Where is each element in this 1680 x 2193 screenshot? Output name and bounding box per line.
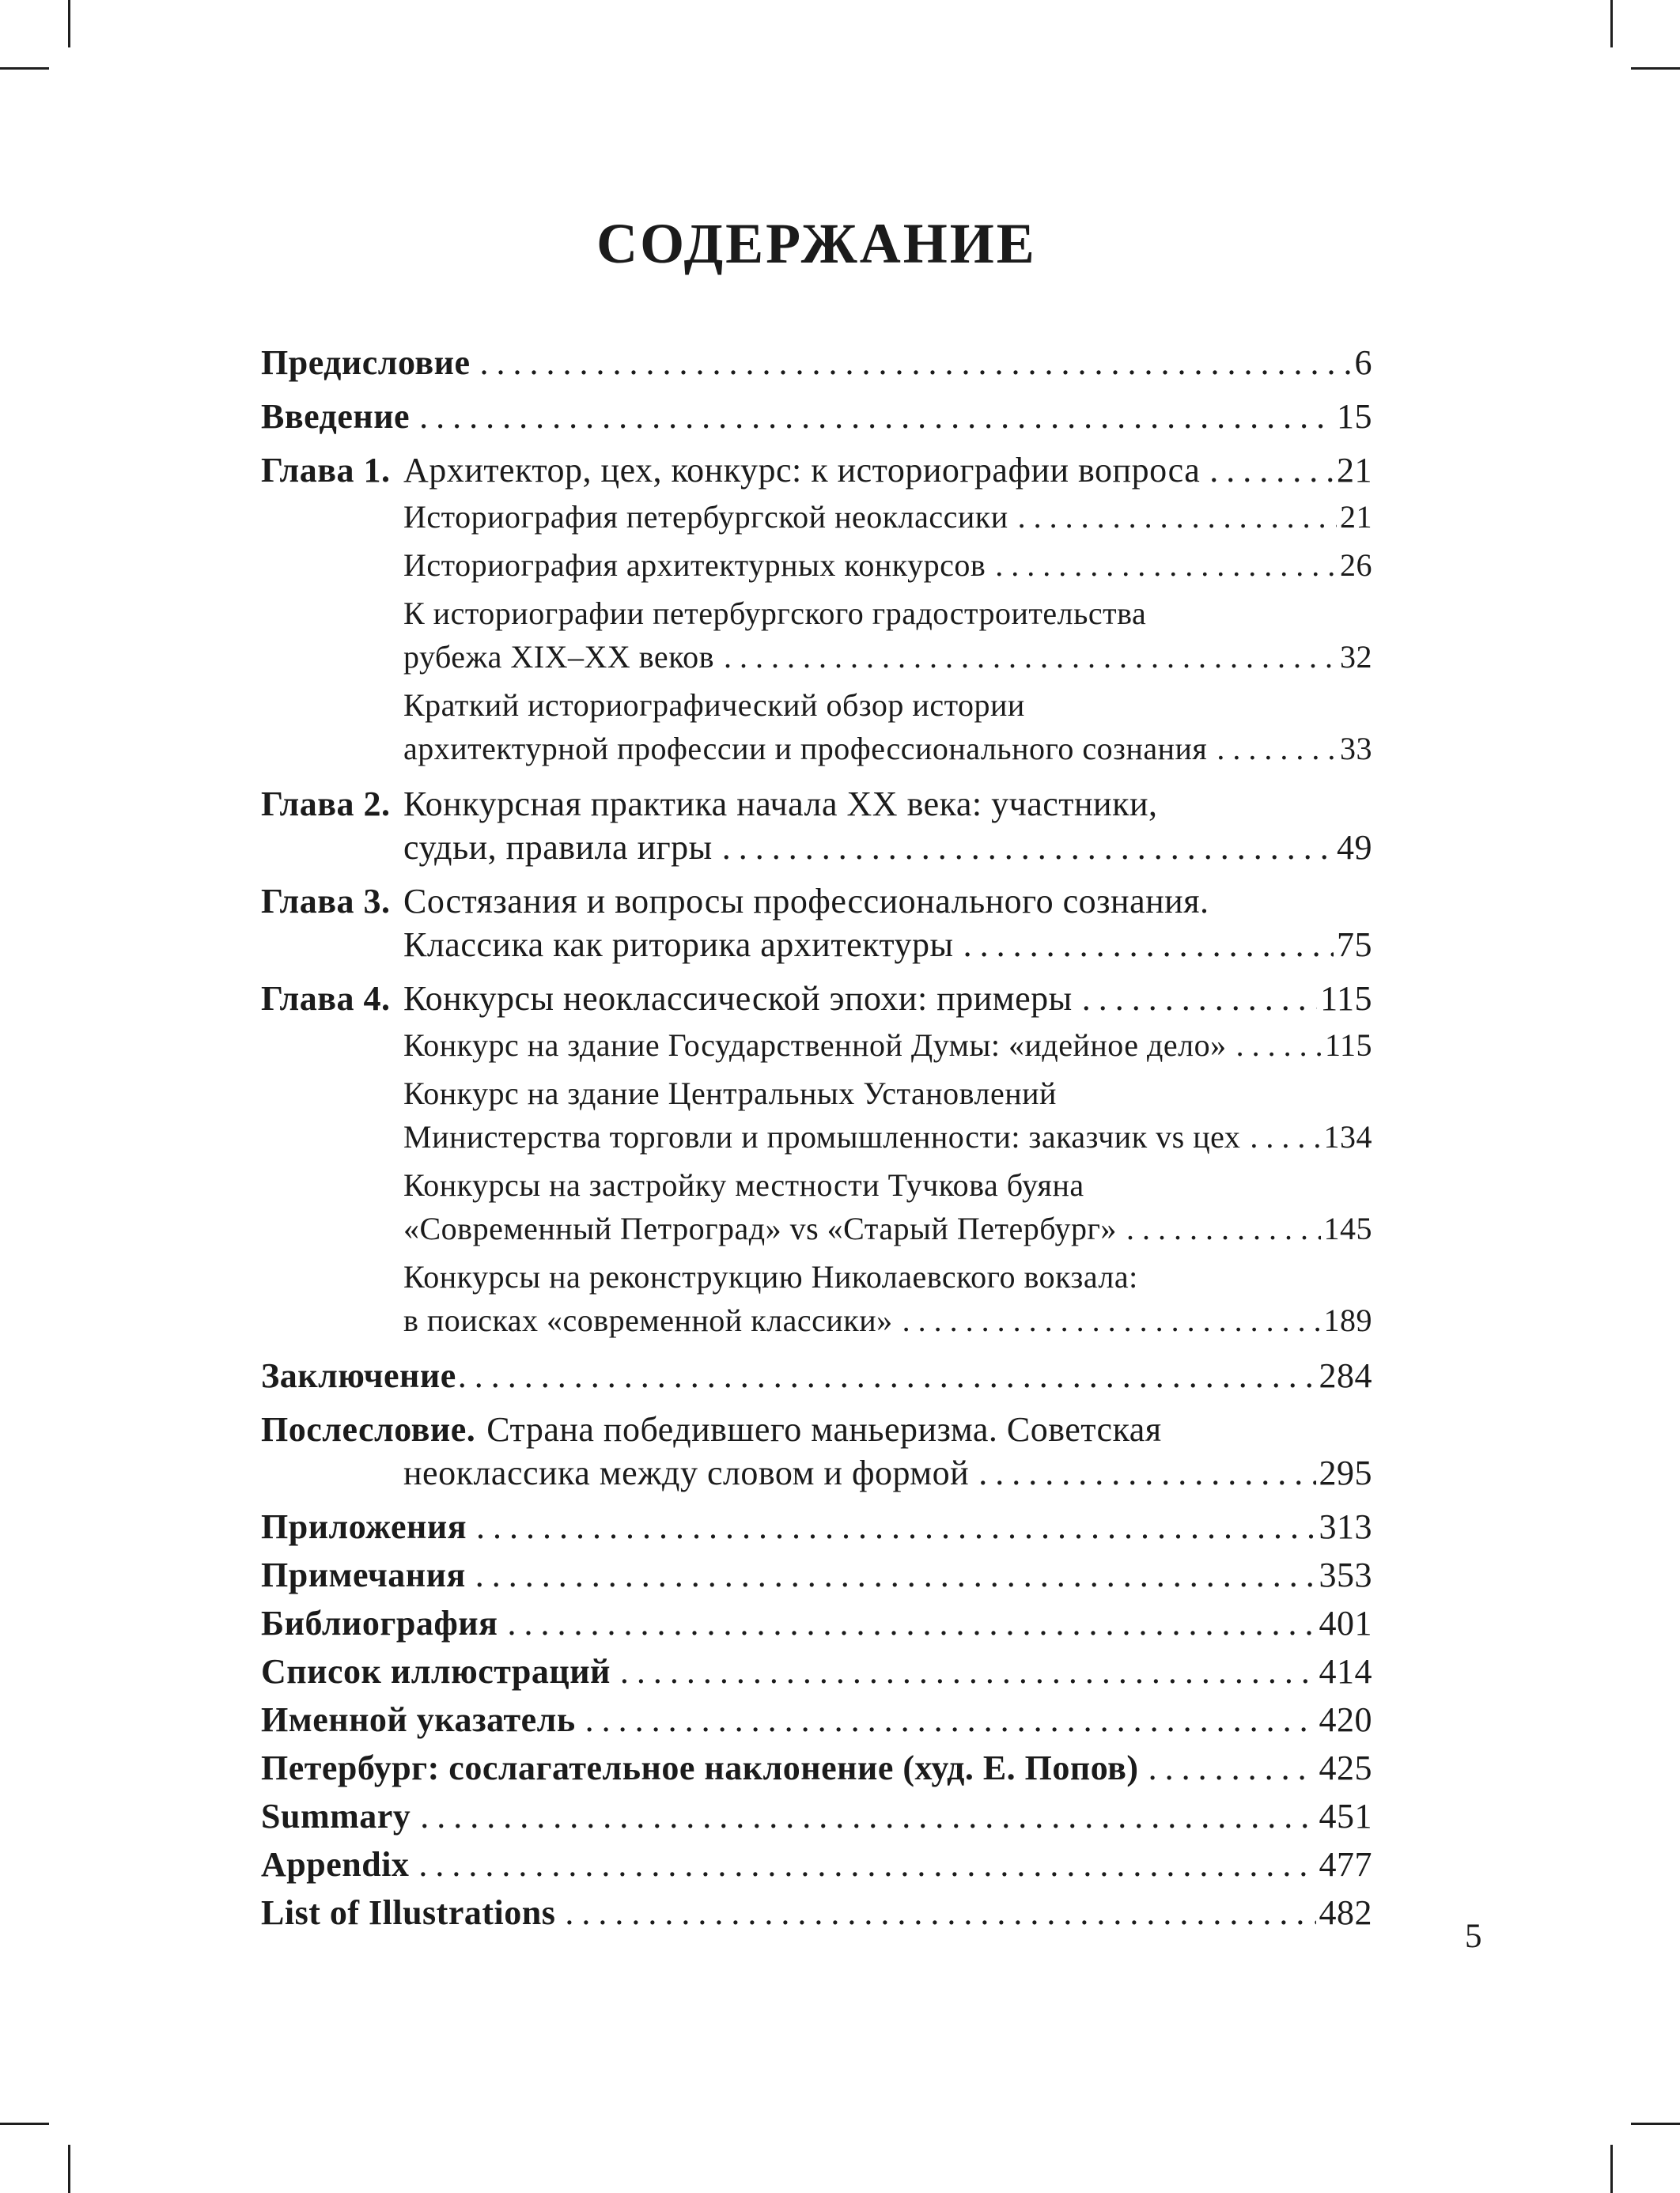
page-number: 75 — [1337, 925, 1372, 964]
entry-label: Список иллюстраций — [261, 1652, 611, 1691]
dot-leader — [480, 341, 1352, 385]
page-number: 401 — [1319, 1604, 1372, 1643]
entry-label: List of Illustrations — [261, 1893, 556, 1932]
dot-leader — [1148, 1746, 1316, 1790]
chapter-title: Конкурсы неоклассической эпохи: примеры — [403, 979, 1073, 1018]
page-number: 6 — [1354, 343, 1372, 382]
crop-mark-top-right-horizontal — [1631, 67, 1680, 70]
subentry-title: Конкурс на здание Государственной Думы: «идейное дело» — [403, 1027, 1227, 1063]
crop-mark-bottom-right-horizontal — [1631, 2123, 1680, 2125]
dot-leader — [565, 1891, 1315, 1935]
page-number: 49 — [1337, 828, 1372, 867]
page-number: 414 — [1319, 1652, 1372, 1691]
dot-leader — [458, 1354, 1316, 1398]
entry-label: Предисловие — [261, 343, 471, 382]
entry-label: Appendix — [261, 1845, 410, 1884]
page-number: 26 — [1340, 547, 1372, 583]
page-number: 134 — [1323, 1119, 1372, 1155]
entry-label: Введение — [261, 397, 411, 436]
entry-label: Библиография — [261, 1604, 498, 1643]
dot-leader — [1236, 1025, 1322, 1066]
toc-entry — [261, 1650, 1372, 1694]
chapter-title: Конкурсная практика начала XX века: участники, — [403, 785, 1158, 823]
subentry-title: Конкурсы на застройку местности Тучкова буяна — [403, 1167, 1084, 1203]
subentry-title: архитектурной профессии и профессионального сознания — [403, 731, 1208, 766]
dot-leader — [585, 1698, 1316, 1742]
toc-entry-chapter-4 — [261, 977, 1372, 1021]
toc-subentry-line — [403, 637, 1372, 678]
subentry-title: Историография архитектурных конкурсов — [403, 547, 986, 583]
chapter-label: Глава 2. — [261, 785, 391, 823]
toc-entry — [261, 1843, 1372, 1887]
toc-entry-afterword — [261, 1408, 1372, 1452]
page-number: 145 — [1323, 1211, 1372, 1246]
dot-leader — [420, 1794, 1315, 1839]
dot-leader — [724, 637, 1337, 678]
crop-mark-top-left-horizontal — [0, 67, 49, 70]
entry-label: Заключение — [261, 1356, 456, 1395]
page-number: 313 — [1319, 1507, 1372, 1546]
dot-leader — [722, 826, 1334, 870]
toc-entry — [261, 395, 1372, 439]
dot-leader — [902, 1300, 1321, 1341]
crop-mark-bottom-left-vertical — [68, 2145, 70, 2193]
toc-entry — [261, 1891, 1372, 1935]
toc-entry — [261, 1354, 1372, 1398]
toc-entry-chapter-2 — [261, 782, 1372, 826]
page-number: 482 — [1319, 1893, 1372, 1932]
toc-subentry — [403, 545, 1372, 586]
toc-entry-chapter-3 — [261, 879, 1372, 924]
page-number: 477 — [1319, 1845, 1372, 1884]
toc-subentry-line — [403, 1208, 1372, 1250]
page-number: 21 — [1337, 451, 1372, 490]
entry-title: Страна победившего маньеризма. Советская — [486, 1410, 1162, 1449]
page-number: 33 — [1340, 731, 1372, 766]
toc-subentry-line — [403, 593, 1372, 634]
page-folio: 5 — [1465, 1918, 1482, 1955]
page-number: 32 — [1340, 639, 1372, 675]
subentry-title: Конкурсы на реконструкцию Николаевского вокзала: — [403, 1259, 1138, 1295]
toc-subentry-line — [403, 728, 1372, 769]
toc-entry — [261, 1553, 1372, 1597]
entry-label: Summary — [261, 1797, 411, 1836]
dot-leader — [1250, 1117, 1320, 1158]
crop-mark-bottom-left-horizontal — [0, 2123, 49, 2125]
subentry-title: «Современный Петроград» vs «Старый Петербург» — [403, 1211, 1117, 1246]
toc-subentry-line — [403, 1300, 1372, 1341]
entry-title: неоклассика между словом и формой — [403, 1454, 970, 1492]
toc-entry-continuation — [403, 826, 1372, 870]
subentry-title: рубежа XIX–XX веков — [403, 639, 714, 675]
crop-mark-top-left-vertical — [68, 0, 70, 47]
subentry-title: в поисках «современной классики» — [403, 1303, 893, 1338]
dot-leader — [418, 1843, 1315, 1887]
entry-label: Примечания — [261, 1556, 466, 1594]
chapter-label: Глава 1. — [261, 451, 391, 490]
toc-entry — [261, 341, 1372, 385]
toc-entry — [261, 1794, 1372, 1839]
toc-entry — [261, 1601, 1372, 1646]
toc-entry — [261, 1746, 1372, 1790]
page-number: 425 — [1319, 1749, 1372, 1787]
toc-entry — [261, 1698, 1372, 1742]
subentry-title: Конкурс на здание Центральных Установлений — [403, 1076, 1057, 1111]
dot-leader — [475, 1553, 1316, 1597]
dot-leader — [1209, 448, 1334, 493]
page-number: 189 — [1323, 1303, 1372, 1338]
dot-leader — [1082, 977, 1317, 1021]
page-number: 115 — [1320, 979, 1372, 1018]
chapter-label: Глава 4. — [261, 979, 391, 1018]
toc-entry-chapter-1 — [261, 448, 1372, 493]
dot-leader — [1126, 1208, 1321, 1250]
dot-leader — [507, 1601, 1315, 1646]
dot-leader — [476, 1505, 1316, 1549]
dot-leader — [620, 1650, 1316, 1694]
subentry-title: К историографии петербургского градостроительства — [403, 596, 1147, 631]
page-number: 15 — [1337, 397, 1372, 436]
entry-label: Петербург: сослагательное наклонение (худ. Е. Попов) — [261, 1749, 1139, 1787]
dot-leader — [1216, 728, 1337, 769]
toc-subentry — [403, 1025, 1372, 1066]
entry-label: Именной указатель — [261, 1700, 576, 1739]
toc-entry — [261, 1505, 1372, 1549]
page-number: 284 — [1319, 1356, 1372, 1395]
toc-subentry-line — [403, 1117, 1372, 1158]
dot-leader — [963, 923, 1334, 967]
dot-leader — [1018, 497, 1337, 538]
subentry-title: Историография петербургской неоклассики — [403, 499, 1008, 535]
page-number: 115 — [1324, 1027, 1372, 1063]
toc-subentry — [403, 497, 1372, 538]
page-number: 353 — [1319, 1556, 1372, 1594]
crop-mark-top-right-vertical — [1610, 0, 1613, 47]
subentry-title: Министерства торговли и промышленности: заказчик vs цех — [403, 1119, 1241, 1155]
toc-entry-continuation — [403, 1451, 1372, 1495]
page-number: 420 — [1319, 1700, 1372, 1739]
dot-leader — [419, 395, 1334, 439]
chapter-label: Глава 3. — [261, 882, 391, 921]
subentry-title: Краткий историографический обзор истории — [403, 687, 1025, 723]
chapter-title: Классика как риторика архитектуры — [403, 925, 954, 964]
entry-label: Послесловие. — [261, 1410, 476, 1449]
page-number: 21 — [1340, 499, 1372, 535]
crop-mark-bottom-right-vertical — [1610, 2145, 1613, 2193]
dot-leader — [995, 545, 1337, 586]
chapter-title: Состязания и вопросы профессионального сознания. — [403, 882, 1209, 921]
chapter-title: судьи, правила игры — [403, 828, 713, 867]
page-number: 295 — [1319, 1454, 1372, 1492]
entry-label: Приложения — [261, 1507, 467, 1546]
page-number: 451 — [1319, 1797, 1372, 1836]
toc-subentry-line — [403, 1073, 1372, 1114]
chapter-title: Архитектор, цех, конкурс: к историографии вопроса — [403, 451, 1201, 490]
toc-subentry-line — [403, 1165, 1372, 1206]
toc-subentry-line — [403, 1257, 1372, 1298]
toc-title: СОДЕРЖАНИЕ — [596, 212, 1037, 275]
toc-entry-continuation — [403, 923, 1372, 967]
dot-leader — [978, 1451, 1315, 1495]
toc-subentry-line — [403, 685, 1372, 726]
